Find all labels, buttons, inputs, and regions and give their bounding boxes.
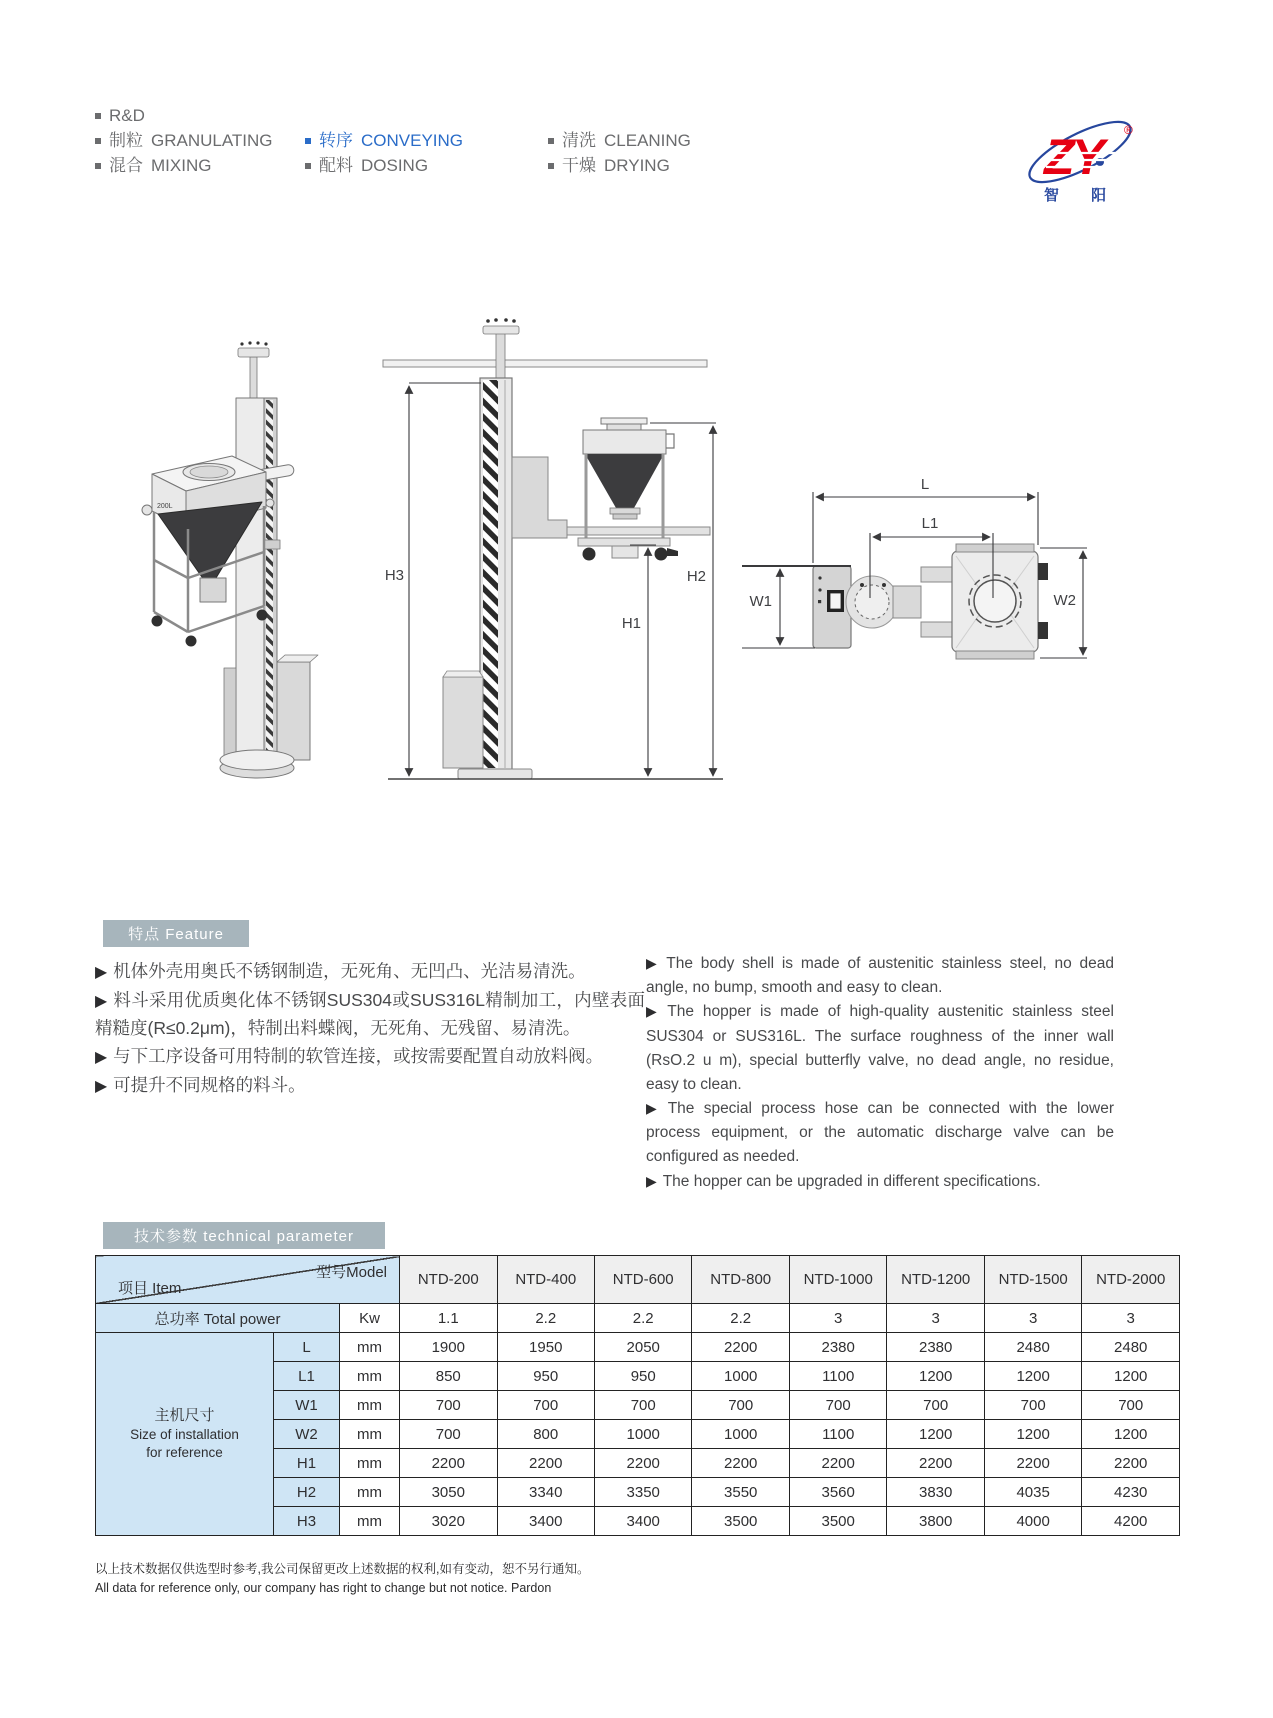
dim-value: 2200 xyxy=(887,1449,984,1478)
params-section-title xyxy=(103,1222,385,1249)
dim-value: 2200 xyxy=(692,1333,789,1362)
dim-label-w2: W2 xyxy=(1053,592,1076,609)
feature-item xyxy=(646,952,1114,1000)
model-header: NTD-1500 xyxy=(984,1256,1081,1304)
nav-label-en: CONVEYING xyxy=(361,131,464,150)
size-group-zh: 主机尺寸 xyxy=(154,1406,215,1424)
dim-value: 4035 xyxy=(984,1478,1081,1507)
nav-label-en: GRANULATING xyxy=(151,131,273,150)
dim-value: 1950 xyxy=(497,1333,594,1362)
front-view-machine xyxy=(383,318,723,779)
dim-name: H3 xyxy=(274,1507,340,1536)
nav-label: R&D xyxy=(109,106,145,125)
dim-unit: mm xyxy=(340,1391,400,1420)
footnote-en: All data for reference only, our company has right to change but not notice. Pardon xyxy=(95,1581,552,1596)
dim-name: L1 xyxy=(274,1362,340,1391)
dim-value: 1200 xyxy=(984,1362,1081,1391)
dim-label-l1: L1 xyxy=(921,515,939,532)
dim-value: 1200 xyxy=(984,1420,1081,1449)
bullet-icon xyxy=(548,138,554,144)
nav-item-dosing xyxy=(305,153,540,178)
dim-name: H2 xyxy=(274,1478,340,1507)
nav-label-en: CLEANING xyxy=(604,131,691,150)
bullet-icon xyxy=(95,163,101,169)
dim-value: 2480 xyxy=(984,1333,1081,1362)
dim-value: 1000 xyxy=(692,1362,789,1391)
model-header: NTD-200 xyxy=(400,1256,497,1304)
dim-name: W2 xyxy=(274,1420,340,1449)
dim-value: 700 xyxy=(984,1391,1081,1420)
dim-value: 950 xyxy=(594,1362,691,1391)
technical-drawings xyxy=(90,280,1190,800)
dim-unit: mm xyxy=(340,1449,400,1478)
dim-value: 700 xyxy=(594,1391,691,1420)
dim-value: 850 xyxy=(400,1362,497,1391)
nav-label-en: MIXING xyxy=(151,156,212,175)
power-value: 1.1 xyxy=(400,1304,497,1333)
size-group-cell xyxy=(96,1333,274,1536)
model-header: NTD-1000 xyxy=(789,1256,886,1304)
power-value: 2.2 xyxy=(497,1304,594,1333)
feature-list-en xyxy=(646,952,1114,1194)
dim-value: 1000 xyxy=(594,1420,691,1449)
model-header: NTD-600 xyxy=(594,1256,691,1304)
corner-item-label: 项目 Item xyxy=(118,1280,182,1297)
dim-value: 2200 xyxy=(789,1449,886,1478)
triangle-bullet-icon: ▶ xyxy=(646,1100,662,1117)
plan-view-machine xyxy=(742,476,1087,659)
triangle-bullet-icon: ▶ xyxy=(646,1172,657,1189)
feature-item xyxy=(95,986,645,1043)
feature-text: The body shell is made of austenitic stainless steel, no dead angle, no bump, smooth and easy to clean. xyxy=(646,955,1115,997)
feature-list-zh xyxy=(95,957,645,1099)
dim-value: 3800 xyxy=(887,1507,984,1536)
nav-column-3 xyxy=(548,103,783,178)
size-row-L xyxy=(96,1333,1180,1362)
zy-logo-icon xyxy=(1018,112,1158,207)
dim-value: 2200 xyxy=(1082,1449,1180,1478)
dim-value: 2200 xyxy=(497,1449,594,1478)
dim-value: 3500 xyxy=(789,1507,886,1536)
nav-label-zh: 干燥 xyxy=(562,156,596,175)
dim-value: 3560 xyxy=(789,1478,886,1507)
dim-value: 3340 xyxy=(497,1478,594,1507)
dim-value: 800 xyxy=(497,1420,594,1449)
power-value: 2.2 xyxy=(692,1304,789,1333)
dim-unit: mm xyxy=(340,1333,400,1362)
triangle-bullet-icon: ▶ xyxy=(95,964,108,981)
dim-value: 2050 xyxy=(594,1333,691,1362)
feature-item xyxy=(95,1042,645,1071)
feature-text: 与下工序设备可用特制的软管连接，或按需要配置自动放料阀。 xyxy=(113,1046,604,1067)
dim-value: 3400 xyxy=(497,1507,594,1536)
bullet-icon xyxy=(95,113,101,119)
nav-label-zh: 清洗 xyxy=(562,131,596,150)
power-unit: Kw xyxy=(340,1304,400,1333)
hopper-capacity-label: 200L xyxy=(157,503,173,510)
dim-value: 700 xyxy=(789,1391,886,1420)
model-header: NTD-800 xyxy=(692,1256,789,1304)
triangle-bullet-icon: ▶ xyxy=(95,1049,108,1067)
front-hopper xyxy=(578,418,678,561)
feature-text: The hopper is made of high-quality austenitic stainless steel SUS304 or SUS316L. The surface roughness of the inner wall (RsO.2 u m), special butterfly valve, no dead angle, no residue, easy to clean. xyxy=(646,1003,1114,1093)
bullet-icon xyxy=(95,138,101,144)
feature-item xyxy=(646,1170,1114,1194)
nav-column-1 xyxy=(95,103,310,178)
corner-model-label: 型号Model xyxy=(316,1264,388,1281)
nav-item-conveying-active xyxy=(305,128,540,153)
dim-value: 2200 xyxy=(984,1449,1081,1478)
table-header-row xyxy=(96,1256,1180,1304)
dim-value: 1200 xyxy=(1082,1420,1180,1449)
power-value: 3 xyxy=(887,1304,984,1333)
dim-value: 4200 xyxy=(1082,1507,1180,1536)
feature-text: 料斗采用优质奥化体不锈钢SUS304或SUS316L精制加工，内壁表面精糙度(R≤0.2μm)，特制出料蝶阀，无死角、无残留、易清洗。 xyxy=(95,989,645,1038)
registered-mark: ® xyxy=(1124,123,1133,137)
model-header: NTD-1200 xyxy=(887,1256,984,1304)
nav-label-en: DRYING xyxy=(604,156,670,175)
params-title-text: 技术参数 technical parameter xyxy=(134,1228,354,1245)
nav-item-rd xyxy=(95,103,310,128)
dim-value: 2380 xyxy=(887,1333,984,1362)
size-group-en1: Size of installation xyxy=(130,1426,239,1442)
feature-text: 可提升不同规格的料斗。 xyxy=(113,1074,306,1095)
bullet-icon xyxy=(305,163,311,169)
technical-parameter-table xyxy=(95,1255,1180,1536)
dim-value: 700 xyxy=(1082,1391,1180,1420)
dim-label-l: L xyxy=(920,476,930,493)
dim-name: L xyxy=(274,1333,340,1362)
dim-value: 4230 xyxy=(1082,1478,1180,1507)
dim-value: 1100 xyxy=(789,1420,886,1449)
model-header: NTD-2000 xyxy=(1082,1256,1180,1304)
feature-item xyxy=(646,1000,1114,1097)
power-value: 3 xyxy=(984,1304,1081,1333)
triangle-bullet-icon: ▶ xyxy=(95,1077,108,1095)
power-value: 3 xyxy=(789,1304,886,1333)
dim-value: 2380 xyxy=(789,1333,886,1362)
nav-label-zh: 混合 xyxy=(109,156,143,175)
dim-unit: mm xyxy=(340,1420,400,1449)
dim-label-h2: H2 xyxy=(686,568,706,585)
dim-value: 2480 xyxy=(1082,1333,1180,1362)
dim-value: 3350 xyxy=(594,1478,691,1507)
dim-name: H1 xyxy=(274,1449,340,1478)
feature-item xyxy=(95,957,645,986)
dim-value: 2200 xyxy=(400,1449,497,1478)
feature-text: 机体外壳用奥氏不锈钢制造，无死角、无凹凸、光洁易清洗。 xyxy=(113,961,586,981)
feature-text: The hopper can be upgraded in different specifications. xyxy=(662,1172,1041,1190)
dim-unit: mm xyxy=(340,1507,400,1536)
model-header: NTD-400 xyxy=(497,1256,594,1304)
dim-value: 3050 xyxy=(400,1478,497,1507)
triangle-bullet-icon: ▶ xyxy=(646,955,661,971)
power-value: 3 xyxy=(1082,1304,1180,1333)
nav-item-mixing xyxy=(95,153,310,178)
dim-value: 3830 xyxy=(887,1478,984,1507)
dim-value: 700 xyxy=(887,1391,984,1420)
dim-value: 4000 xyxy=(984,1507,1081,1536)
dim-unit: mm xyxy=(340,1362,400,1391)
nav-item-granulating xyxy=(95,128,310,153)
dim-value: 950 xyxy=(497,1362,594,1391)
dim-label-w1: W1 xyxy=(749,593,772,610)
bullet-icon xyxy=(305,138,311,144)
dim-unit: mm xyxy=(340,1478,400,1507)
corner-cell xyxy=(96,1256,400,1304)
power-label: 总功率 Total power xyxy=(96,1304,340,1333)
triangle-bullet-icon: ▶ xyxy=(95,992,108,1010)
footnote-zh: 以上技术数据仅供选型时参考,我公司保留更改上述数据的权利,如有变动，恕不另行通知。 xyxy=(95,1562,590,1576)
feature-item xyxy=(95,1071,645,1100)
dim-value: 1200 xyxy=(887,1420,984,1449)
dim-value: 3020 xyxy=(400,1507,497,1536)
dim-value: 1200 xyxy=(1082,1362,1180,1391)
dim-label-h1: H1 xyxy=(621,615,641,632)
dim-label-h3: H3 xyxy=(384,567,404,584)
size-group-en2: for reference xyxy=(146,1445,223,1461)
dim-value: 1000 xyxy=(692,1420,789,1449)
dim-value: 1900 xyxy=(400,1333,497,1362)
power-row xyxy=(96,1304,1180,1333)
dim-value: 700 xyxy=(400,1420,497,1449)
dim-value: 700 xyxy=(692,1391,789,1420)
dim-value: 2200 xyxy=(594,1449,691,1478)
dim-value: 3550 xyxy=(692,1478,789,1507)
dim-value: 3500 xyxy=(692,1507,789,1536)
dim-value: 700 xyxy=(400,1391,497,1420)
dim-name: W1 xyxy=(274,1391,340,1420)
feature-item xyxy=(646,1097,1114,1170)
footnote xyxy=(95,1560,589,1599)
nav-label-zh: 制粒 xyxy=(109,131,143,150)
dim-value: 1200 xyxy=(887,1362,984,1391)
iso-view-machine xyxy=(142,341,318,778)
nav-label-zh: 配料 xyxy=(319,156,353,175)
brand-logo xyxy=(1018,112,1158,207)
dim-value: 1100 xyxy=(789,1362,886,1391)
power-value: 2.2 xyxy=(594,1304,691,1333)
dim-value: 700 xyxy=(497,1391,594,1420)
dim-value: 2200 xyxy=(692,1449,789,1478)
logo-subtext: 智 阳 xyxy=(1044,187,1121,204)
nav-item-cleaning xyxy=(548,128,783,153)
nav-item-drying xyxy=(548,153,783,178)
triangle-bullet-icon: ▶ xyxy=(646,1003,662,1020)
nav-label-zh: 转序 xyxy=(319,131,353,150)
dim-value: 3400 xyxy=(594,1507,691,1536)
bullet-icon xyxy=(548,163,554,169)
feature-section-title xyxy=(103,920,249,947)
feature-text: The special process hose can be connected with the lower process equipment, or the automatic discharge valve can be configured as needed. xyxy=(646,1100,1115,1166)
logo-text: ZY xyxy=(1044,129,1102,185)
nav-column-2 xyxy=(305,103,540,178)
feature-title-text: 特点 Feature xyxy=(128,926,224,943)
nav-label-en: DOSING xyxy=(361,156,429,175)
